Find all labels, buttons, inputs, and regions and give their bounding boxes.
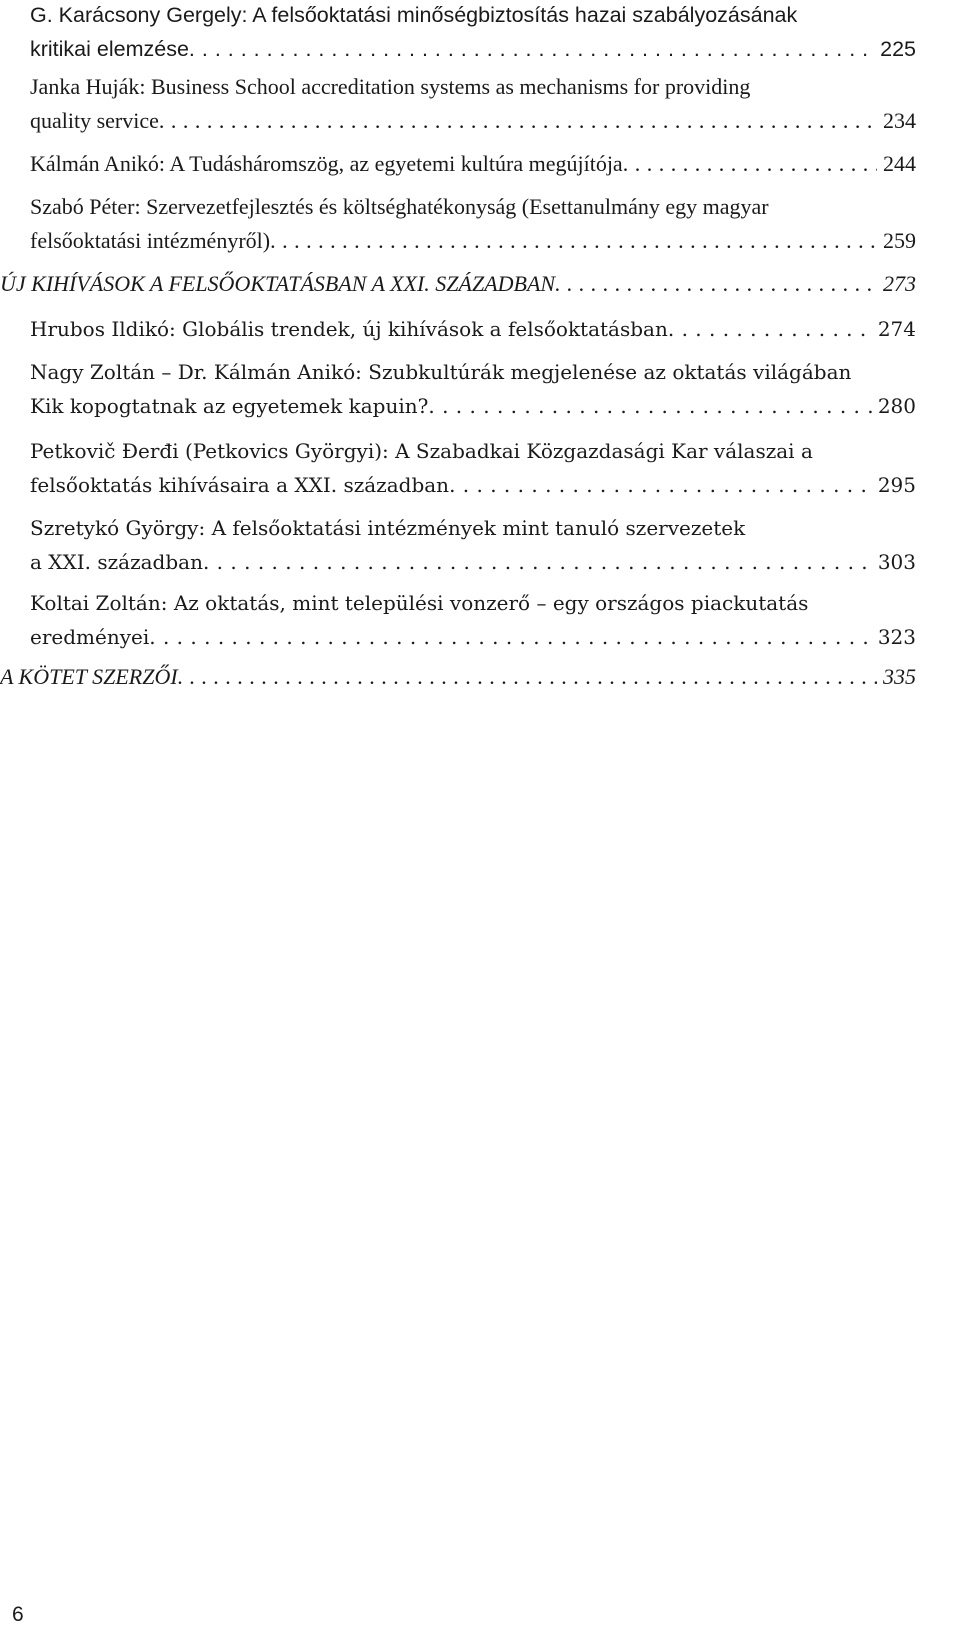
dot-leader (428, 389, 871, 423)
toc-page-number: 225 (880, 37, 916, 61)
toc-entry-title-end: eredményei (30, 625, 150, 649)
dot-leader (623, 147, 877, 181)
toc-page-number: 234 (883, 108, 916, 133)
toc-page-number: 295 (877, 473, 916, 497)
toc-entry-janka (30, 70, 916, 138)
toc-entry-nagy (30, 355, 916, 423)
toc-entry-title-end: felsőoktatási intézményről) (30, 228, 271, 253)
toc-entry-title-end: Hrubos Ildikó: Globális trendek, új kihívások a felsőoktatásban (30, 317, 668, 341)
toc-entry-title-line: Szabó Péter: Szervezetfejlesztés és költséghatékonyság (Esettanulmány egy magyar (30, 194, 769, 219)
toc-entry-hrubos (30, 312, 916, 346)
toc-entry-koltai (30, 586, 916, 654)
toc-page-number: 303 (877, 550, 916, 574)
toc-page-number: 259 (883, 228, 916, 253)
toc-entry-szretyko (30, 511, 916, 579)
toc-entry-title-line: Koltai Zoltán: Az oktatás, mint települési vonzerő – egy országos piackutatás (30, 591, 809, 615)
toc-entry-title-end: Kik kopogtatnak az egyetemek kapuin? (30, 394, 429, 418)
toc-entry-title-end: kritikai elemzése (30, 37, 189, 61)
toc-section-title: A KÖTET SZERZŐI (0, 664, 178, 689)
toc-entry-title-line: Petkovič Đerđi (Petkovics Györgyi): A Szabadkai Közgazdasági Kar válaszai a (30, 439, 813, 463)
dot-leader (178, 660, 877, 694)
dot-leader (149, 620, 872, 654)
toc-entry-petkovic (30, 434, 916, 502)
toc-entry-title-end: Kálmán Anikó: A Tudásháromszög, az egyetemi kultúra megújítója (30, 151, 623, 176)
dot-leader (270, 224, 877, 258)
toc-page-number: 323 (877, 625, 916, 649)
toc-entry-kalman (30, 147, 916, 181)
toc-entry-title-line: Nagy Zoltán – Dr. Kálmán Anikó: Szubkultúrák megjelenése az oktatás világában (30, 360, 852, 384)
toc-section-uj-kihivasok (0, 267, 916, 301)
toc-entry-title-end: a XXI. században (30, 550, 203, 574)
toc-entry-title-line: G. Karácsony Gergely: A felsőoktatási minőségbiztosítás hazai szabályozásának (30, 3, 798, 27)
toc-entry-title-line: Szretykó György: A felsőoktatási intézmények mint tanuló szervezetek (30, 516, 746, 540)
toc-page-number: 244 (883, 151, 916, 176)
dot-leader (159, 104, 877, 138)
toc-entry-title-line: Janka Huják: Business School accreditation systems as mechanisms for providing (30, 74, 751, 99)
toc-section-szerzoi (0, 660, 916, 694)
dot-leader (449, 468, 872, 502)
dot-leader (203, 545, 872, 579)
toc-page-number: 280 (877, 394, 916, 418)
toc-page-number: 335 (883, 664, 916, 689)
dot-leader (555, 267, 877, 301)
page-number: 6 (12, 1603, 24, 1626)
dot-leader (668, 312, 872, 346)
toc-entry-szabo (30, 190, 916, 258)
toc-page-number: 273 (883, 271, 916, 296)
toc-entry-title-end: felsőoktatás kihívásaira a XXI. században (30, 473, 450, 497)
toc-entry-karacsony (30, 0, 916, 66)
toc-page-number: 274 (877, 317, 916, 341)
toc-entry-title-end: quality service (30, 108, 159, 133)
toc-section-title: ÚJ KIHÍVÁSOK A FELSŐOKTATÁSBAN A XXI. SZÁZADBAN (0, 271, 556, 296)
dot-leader (189, 32, 874, 66)
